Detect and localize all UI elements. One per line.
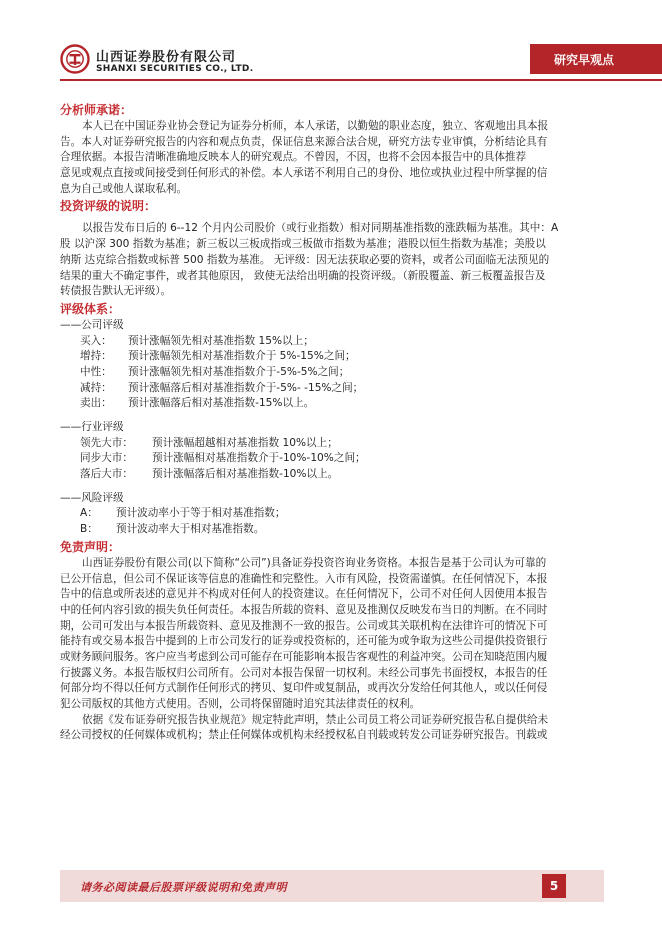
rating-label: 卖出：	[80, 397, 112, 410]
disclaimer-body	[60, 556, 604, 744]
rating-label: 同步大市：	[80, 452, 133, 465]
footer-bar	[60, 870, 604, 902]
rating-system-title: 评级体系：	[60, 301, 121, 316]
rating-label: B：	[80, 523, 98, 536]
rating-item	[60, 451, 604, 467]
paragraph-line: 结果的重大不确定事件，或者其他原因， 致使无法给出明确的投资评级。（新股覆盖、新三板覆盖报告及	[60, 269, 546, 282]
rating-label: 领先大市：	[80, 436, 133, 449]
header-divider	[60, 79, 662, 81]
paragraph-line: 犯公司版权的其他方式使用。否则，公司将保留随时追究其法律责任的权利。	[60, 698, 421, 710]
company-logo	[60, 44, 90, 74]
rating-item	[60, 396, 604, 412]
paragraph-line: 依据《发布证券研究报告执业规范》规定特此声明，禁止公司员工将公司证券研究报告私自提供给未	[82, 713, 549, 726]
rating-label: 落后大市：	[80, 468, 133, 481]
rating-label: 买入：	[80, 334, 112, 347]
analyst-commitment-body	[60, 119, 604, 197]
company-name-en: SHANXI SECURITIES CO., LTD.	[96, 64, 254, 74]
paragraph-line: 本人已在中国证券业协会登记为证券分析师，本人承诺，以勤勉的职业态度，独立、客观地出具本报	[82, 120, 549, 132]
industry-rating-heading: ——行业评级	[60, 421, 124, 433]
paragraph-line: 转债报告默认无评级）。	[60, 285, 172, 298]
paragraph-line: 意见或观点直接或间接受到任何形式的补偿。本人承诺不利用自己的身份、地位或执业过程中所掌握的信	[60, 167, 548, 180]
rating-desc: 预计涨幅领先相对基准指数 15%以上；	[128, 334, 314, 347]
paragraph-line: 能持有或交易本报告中提到的上市公司发行的证券或投资标的，还可能为或争取为这些公司提供投资银行	[60, 635, 548, 648]
paragraph-line: 何部分均不得以任何方式制作任何形式的拷贝、复印件或复制品，或再次分发给任何其他人，或以任何侵	[60, 682, 548, 695]
rating-item	[60, 381, 604, 397]
rating-label: A：	[80, 507, 98, 520]
rating-item	[60, 522, 604, 538]
paragraph-line: 息为自己或他人谋取私利。	[60, 182, 188, 195]
page-content	[60, 101, 604, 744]
risk-rating-heading: ——风险评级	[60, 491, 124, 504]
paragraph-line: 告中的信息或所表述的意见并不构成对任何人的投资建议。在任何情况下，公司不对任何人因使用本报告	[60, 588, 548, 601]
paragraph-line: 经公司授权的任何媒体或机构；禁止任何媒体或机构未经授权私自刊载或转发公司证券研究报告。刊载或	[60, 729, 548, 742]
rating-desc: 预计涨幅落后相对基准指数-10%以上。	[152, 468, 339, 481]
report-type-tag	[530, 44, 662, 74]
rating-item	[60, 506, 604, 522]
rating-explanation-title: 投资评级的说明：	[60, 199, 157, 214]
rating-item	[60, 467, 604, 483]
paragraph-line: 行披露义务。本报告版权归公司所有。公司对本报告保留一切权利。未经公司事先书面授权，本报告的任	[60, 666, 548, 679]
page-header	[0, 0, 662, 96]
paragraph-line: 期，公司可发出与本报告所载资料、意见及推测不一致的报告。公司或其关联机构在法律许可的情况下可	[60, 619, 548, 632]
rating-desc: 预计涨幅领先相对基准指数介于 5%-15%之间；	[128, 350, 356, 363]
paragraph-line: 合理依据。本报告清晰准确地反映本人的研究观点。不曾因，不因，也将不会因本报告中的具体推荐	[60, 151, 527, 164]
rating-desc: 预计涨幅落后相对基准指数-15%以上。	[128, 397, 315, 410]
rating-item	[60, 349, 604, 365]
company-rating-heading: ——公司评级	[60, 318, 124, 331]
rating-desc: 预计涨幅相对基准指数介于-10%-10%之间；	[152, 452, 366, 465]
paragraph-line: 中的任何内容引致的损失负任何责任。本报告所载的资料、意见及推测仅反映发布当日的判断。在不同时	[60, 603, 548, 616]
rating-desc: 预计涨幅超越相对基准指数 10%以上；	[152, 436, 338, 449]
rating-item	[60, 334, 604, 350]
rating-desc: 预计涨幅落后相对基准指数介于-5%- -15%之间；	[128, 381, 364, 394]
rating-desc: 预计波动率大于相对基准指数。	[116, 523, 265, 536]
rating-desc: 预计波动率小于等于相对基准指数；	[116, 507, 286, 520]
page-number: 5	[542, 874, 566, 898]
disclaimer-title: 免责声明：	[60, 539, 121, 554]
footer-notice: 请务必阅读最后股票评级说明和免责声明	[80, 881, 287, 894]
paragraph-line: 或财务顾问服务。客户应当考虑到公司可能存在可能影响本报告客观性的利益冲突。公司在知晓范围内履	[60, 650, 548, 663]
paragraph-line: 以报告发布日后的 6--12 个月内公司股价（或行业指数）相对同期基准指数的涨跌幅为基准。其中：A	[82, 222, 559, 235]
paragraph-line: 已公开信息，但公司不保证该等信息的准确性和完整性。入市有风险，投资需谨慎。在任何情况下，本报	[60, 572, 548, 585]
analyst-commitment-title: 分析师承诺：	[60, 103, 133, 117]
rating-label: 减持：	[80, 381, 112, 394]
rating-label: 增持：	[80, 350, 112, 363]
paragraph-line: 山西证券股份有限公司(以下简称“公司”)具备证券投资咨询业务资格。本报告是基于公司认为可靠的	[82, 556, 547, 569]
rating-desc: 预计涨幅领先相对基准指数介于-5%-5%之间；	[128, 365, 350, 378]
rating-label: 中性：	[80, 365, 112, 378]
paragraph-line: 告。本人对证券研究报告的内容和观点负责，保证信息来源合法合规，研究方法专业审慎，分析结论具有	[60, 135, 548, 148]
report-type-label: 研究早观点	[554, 53, 615, 67]
paragraph-line: 股 以沪深 300 指数为基准；新三板以三板成指或三板做市指数为基准；港股以恒生指数为基准；美股以	[60, 238, 546, 251]
rating-item	[60, 436, 604, 452]
company-name-cn: 山西证券股份有限公司	[96, 50, 237, 65]
rating-item	[60, 365, 604, 381]
paragraph-line: 纳斯 达克综合指数或标普 500 指数为基准。 无评级：因无法获取必要的资料，或者公司面临无法预见的	[60, 253, 550, 266]
rating-explanation-body	[60, 221, 604, 299]
